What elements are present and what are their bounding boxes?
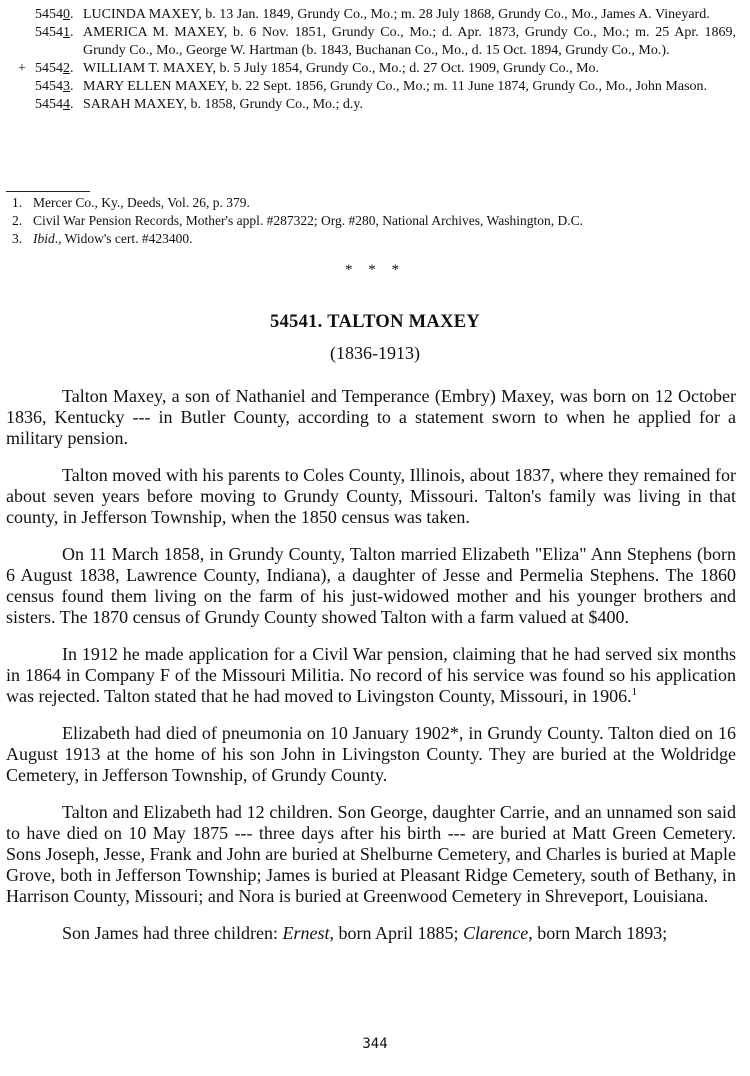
paragraph: On 11 March 1858, in Grundy County, Talton married Elizabeth "Eliza" Ann Stephens (born 6 August 1838, Lawrence County, Indiana), a daughter of Jesse and Permelia Stephens. The 1860 census found them living on the farm of his just-widowed mother and his younger brothers and sisters. The 1870 census of Grundy County showed Talton with a farm valued at $400. — [6, 544, 736, 627]
section-dates: (1836-1913) — [330, 343, 420, 363]
list-item — [0, 78, 750, 96]
list-item — [0, 60, 750, 78]
footnotes — [12, 194, 742, 248]
child-number: 54541. — [35, 25, 74, 40]
paragraph: In 1912 he made application for a Civil War pension, claiming that he had served six months in 1864 in Company F of the Missouri Militia. No record of his service was found so his application was rejected. Talton stated that he had moved to Livingston County, Missouri, in 1906.$^1$ — [6, 644, 736, 706]
paragraph: Talton Maxey, a son of Nathaniel and Temperance (Embry) Maxey, was born on 12 October 1836, Kentucky --- in Butler County, according to a statement sworn to when he applied for a military pension. — [6, 386, 736, 448]
footnote-ref: 1 — [631, 686, 638, 698]
section-separator: * * * — [345, 262, 405, 278]
page-number: 344 — [362, 1036, 388, 1052]
footnote — [12, 194, 742, 212]
child-number: 54540. — [35, 7, 74, 22]
list-item — [0, 96, 750, 114]
child-entry-text: AMERICA M. MAXEY, b. 6 Nov. 1851, Grundy Co., Mo.; d. Apr. 1873, Grundy Co., Mo.; m. 25 Apr. 1869, Grundy Co., Mo., George W. Hartman (b. 1843, Buchanan Co., Mo., d. 15 Oct. 1894, Grundy Co., Mo.). — [83, 25, 736, 58]
children-list — [0, 6, 750, 114]
child-entry-text: WILLIAM T. MAXEY, b. 5 July 1854, Grundy Co., Mo.; d. 27 Oct. 1909, Grundy Co., Mo. — [83, 61, 600, 76]
footnote-italic: Ibid — [33, 231, 55, 246]
footnote — [12, 212, 742, 230]
footnote-text: ., Widow's cert. #423400. — [54, 231, 193, 246]
paragraph: Talton moved with his parents to Coles County, Illinois, about 1837, where they remained for about seven years before moving to Grundy County, Missouri. Talton's family was living in that county, in Jefferson Township, when the 1850 census was taken. — [6, 465, 736, 527]
footnote-number: 3. — [12, 231, 23, 246]
footnote-number: 2. — [12, 213, 23, 228]
paragraph: Elizabeth had died of pneumonia on 10 January 1902*, in Grundy County. Talton died on 16 August 1913 at the home of his son John in Livingston County. They are buried at the Woldridge Cemetery, in Jefferson Township, of Grundy County. — [6, 723, 736, 785]
footnote — [12, 230, 742, 248]
paragraph: Talton and Elizabeth had 12 children. Son George, daughter Carrie, and an unnamed son said to have died on 10 May 1875 --- three days after his birth --- are buried at Matt Green Cemetery. Sons Joseph, Jesse, Frank and John are buried at Shelburne Cemetery, and Charles is buried at Maple Grove, both in Jefferson Township; James is buried at Pleasant Ridge Cemetery, south of Bethany, in Harrison County, Missouri; and Nora is buried at Greenwood Cemetery in Shreveport, Louisiana. — [6, 802, 736, 906]
child-number: 54543. — [35, 79, 74, 94]
section-title: 54541. TALTON MAXEY — [269, 312, 481, 332]
continued-marker: + — [18, 61, 26, 76]
child-number: 54544. — [35, 97, 74, 112]
child-entry-text: SARAH MAXEY, b. 1858, Grundy Co., Mo.; d.y. — [83, 97, 364, 112]
paragraph: Son James had three children: Ernest, born April 1885; Clarence, born March 1893; — [62, 923, 668, 943]
child-entry-text: MARY ELLEN MAXEY, b. 22 Sept. 1856, Grundy Co., Mo.; m. 11 June 1874, Grundy Co., Mo., John Mason. — [83, 79, 708, 94]
list-item — [0, 6, 750, 24]
footnote-number: 1. — [12, 195, 23, 210]
child-entry-text: LUCINDA MAXEY, b. 13 Jan. 1849, Grundy Co., Mo.; m. 28 July 1868, Grundy Co., Mo., James A. Vineyard. — [83, 7, 710, 22]
child-number: 54542. — [35, 61, 74, 76]
footnote-divider — [6, 191, 90, 192]
footnote-text: Civil War Pension Records, Mother's appl. #287322; Org. #280, National Archives, Washington, D.C. — [33, 213, 583, 228]
footnote-text: Mercer Co., Ky., Deeds, Vol. 26, p. 379. — [33, 195, 250, 210]
list-item — [0, 24, 750, 60]
body-text — [6, 386, 736, 960]
